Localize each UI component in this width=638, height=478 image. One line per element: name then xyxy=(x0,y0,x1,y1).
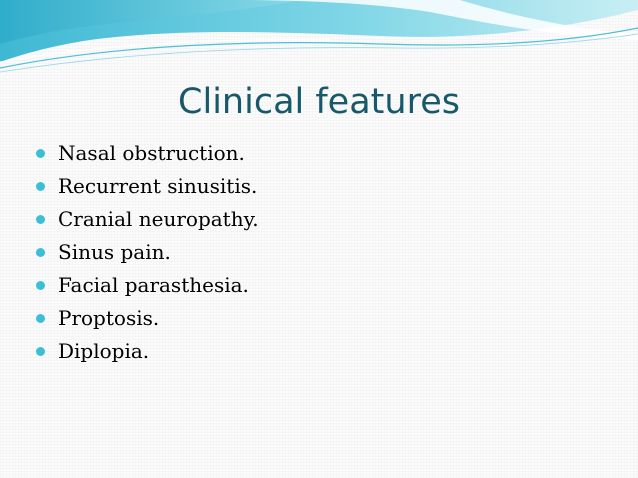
bullet-dot-icon xyxy=(36,149,45,158)
bullet-text: Cranial neuropathy. xyxy=(58,207,259,231)
bullet-text: Recurrent sinusitis. xyxy=(58,174,258,198)
bullet-dot-icon xyxy=(36,215,45,224)
list-item xyxy=(34,335,259,368)
bullet-text: Proptosis. xyxy=(58,306,160,330)
header-swoosh-decoration xyxy=(0,0,638,80)
bullet-text: Diplopia. xyxy=(58,339,150,363)
bullet-dot-icon xyxy=(36,347,45,356)
list-item xyxy=(34,269,259,302)
bullet-dot-icon xyxy=(36,281,45,290)
list-item xyxy=(34,203,259,236)
slide-title: Clinical features xyxy=(178,82,460,122)
bullet-list xyxy=(34,137,259,368)
list-item xyxy=(34,236,259,269)
bullet-dot-icon xyxy=(36,248,45,257)
list-item xyxy=(34,137,259,170)
bullet-text: Facial parasthesia. xyxy=(58,273,249,297)
list-item xyxy=(34,302,259,335)
bullet-dot-icon xyxy=(36,314,45,323)
bullet-text: Sinus pain. xyxy=(58,240,171,264)
bullet-dot-icon xyxy=(36,182,45,191)
bullet-text: Nasal obstruction. xyxy=(58,141,245,165)
list-item xyxy=(34,170,259,203)
